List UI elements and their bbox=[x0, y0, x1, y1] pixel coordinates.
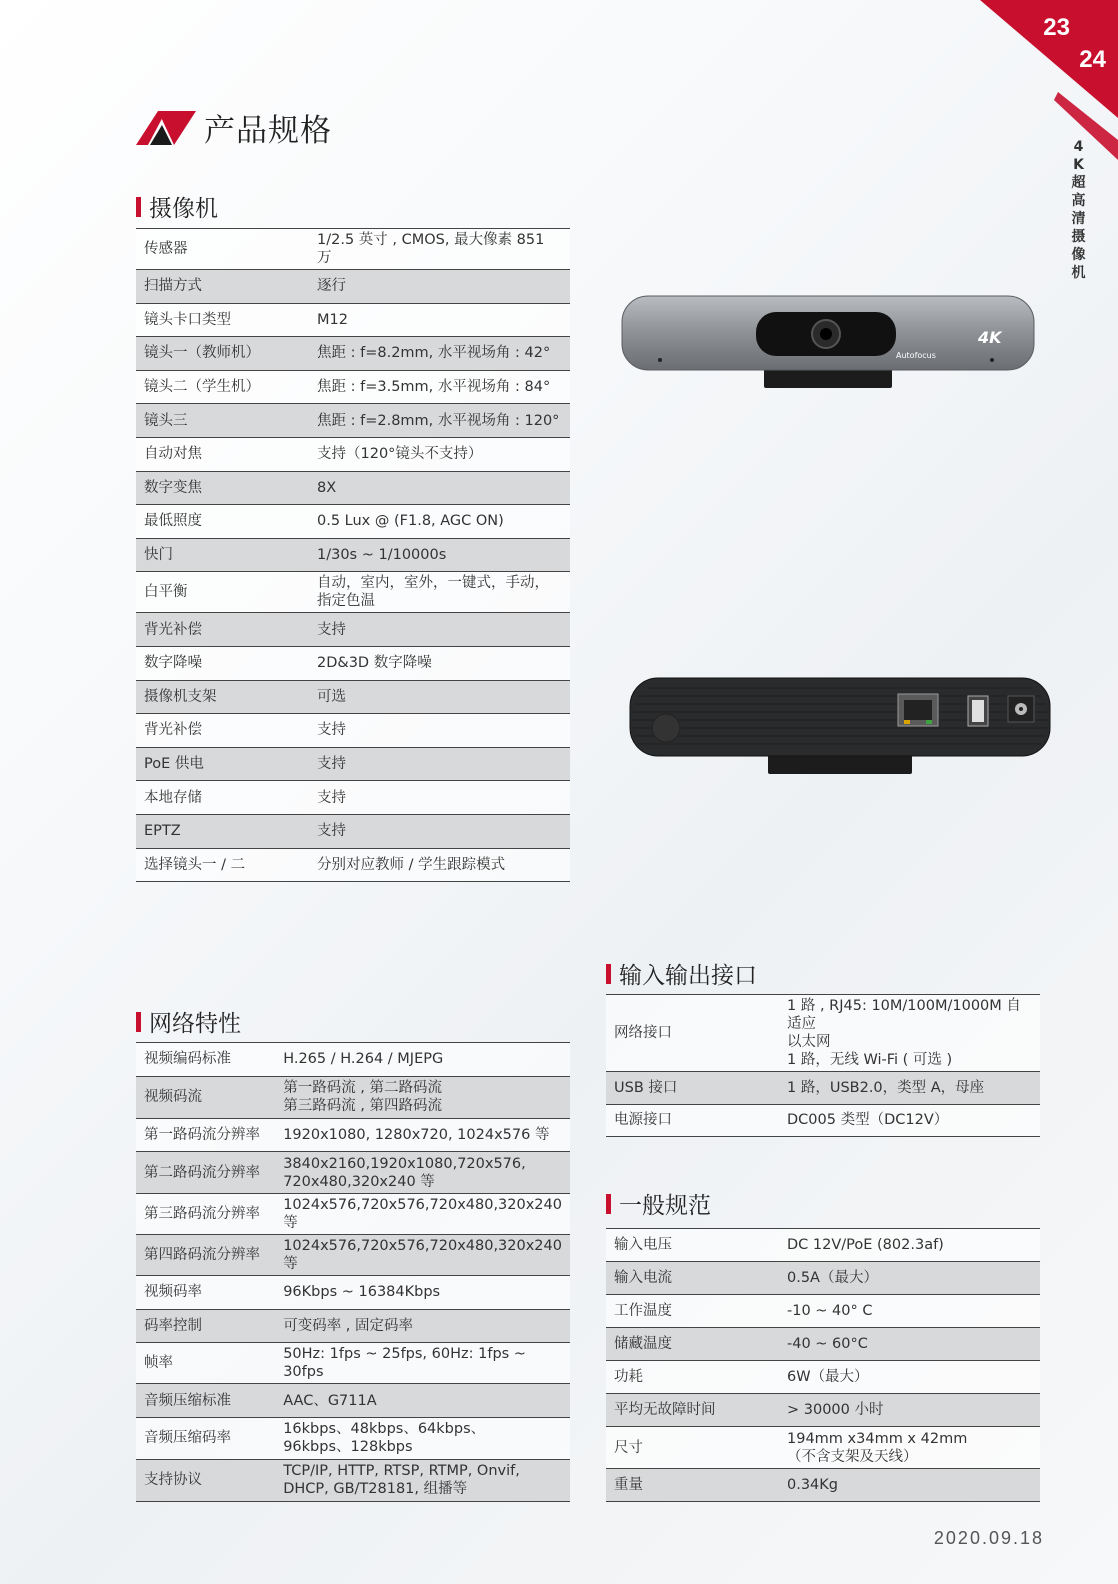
main-title bbox=[136, 105, 332, 150]
spec-value: 8X bbox=[317, 479, 337, 496]
spec-value: DC 12V/PoE (802.3af) bbox=[787, 1237, 944, 1253]
spec-label: PoE 供电 bbox=[144, 756, 204, 773]
table-row bbox=[136, 370, 570, 404]
table-row bbox=[136, 437, 570, 471]
spec-value: 逐行 bbox=[317, 278, 346, 295]
spec-value: 1 路 , RJ45: 10M/100M/1000M 自适应 以太网 1 路，无线 Wi-Fi ( 可选 ) bbox=[787, 998, 1021, 1068]
spec-value: 支持 bbox=[317, 789, 346, 806]
spec-label: 最低照度 bbox=[144, 513, 202, 530]
table-row bbox=[606, 1427, 1040, 1469]
spec-value: 1/2.5 英寸 , CMOS, 最大像素 851 万 bbox=[317, 232, 545, 266]
spec-value: 1920x1080, 1280x720, 1024x576 等 bbox=[283, 1126, 550, 1143]
table-row bbox=[136, 814, 570, 848]
spec-value: 0.5A（最大） bbox=[787, 1270, 878, 1286]
spec-value: 自动，室内，室外，一键式，手动，指定色温 bbox=[317, 575, 549, 610]
spec-value: > 30000 小时 bbox=[787, 1402, 884, 1418]
spec-value: 支持（120°镜头不支持） bbox=[317, 446, 483, 463]
section-marker bbox=[136, 197, 141, 217]
spec-label: 快门 bbox=[144, 547, 173, 564]
table-row bbox=[136, 337, 570, 371]
page-corner bbox=[978, 0, 1118, 160]
io-section-label: 输入输出接口 bbox=[619, 963, 757, 989]
spec-value: 分别对应教师 / 学生跟踪模式 bbox=[317, 856, 506, 873]
table-row bbox=[606, 1469, 1040, 1502]
table-row bbox=[136, 747, 570, 781]
spec-label: 音频压缩码率 bbox=[144, 1430, 231, 1447]
spec-value: 194mm x34mm x 42mm （不含支架及天线） bbox=[787, 1430, 968, 1465]
spec-value: 焦距 : f=3.5mm, 水平视场角 : 84° bbox=[317, 379, 551, 396]
spec-label: 本地存储 bbox=[144, 789, 202, 806]
spec-value: 1024x576,720x576,720x480,320x240 等 bbox=[283, 1197, 562, 1232]
table-row bbox=[136, 1235, 570, 1276]
table-row bbox=[606, 1229, 1040, 1262]
general-section-label: 一般规范 bbox=[619, 1193, 711, 1219]
page-number-left: 23 bbox=[1043, 14, 1070, 41]
spec-value: TCP/IP, HTTP, RTSP, RTMP, Onvif, DHCP, GB/T28181, 组播等 bbox=[283, 1463, 520, 1498]
camera-4k-badge: 4K bbox=[978, 328, 1002, 347]
table-row bbox=[136, 538, 570, 572]
io-section-title bbox=[606, 957, 757, 990]
table-row bbox=[606, 1295, 1040, 1328]
spec-label: 自动对焦 bbox=[144, 446, 202, 463]
spec-label: 镜头一（教师机） bbox=[144, 345, 260, 362]
table-row bbox=[136, 572, 570, 613]
spec-value: 6W（最大） bbox=[787, 1369, 869, 1385]
table-row bbox=[136, 471, 570, 505]
spec-label: 第四路码流分辨率 bbox=[144, 1247, 260, 1264]
spec-label: 镜头二（学生机） bbox=[144, 379, 260, 396]
spec-label: 传感器 bbox=[144, 241, 188, 257]
section-marker bbox=[606, 964, 611, 984]
table-row bbox=[136, 270, 570, 304]
spec-label: 摄像机支架 bbox=[144, 688, 217, 705]
table-row bbox=[136, 613, 570, 647]
table-row bbox=[136, 1118, 570, 1152]
spec-label: 镜头卡口类型 bbox=[144, 311, 231, 328]
spec-label: 尺寸 bbox=[614, 1439, 643, 1456]
table-row bbox=[136, 714, 570, 748]
spec-label: 视频码率 bbox=[144, 1284, 202, 1301]
table-row bbox=[136, 404, 570, 438]
brand-logo-icon bbox=[136, 111, 196, 145]
network-spec-table bbox=[136, 1042, 570, 1502]
spec-value: 16kbps、48kbps、64kbps、 96kbps、128kbps bbox=[283, 1421, 486, 1456]
table-row bbox=[606, 1328, 1040, 1361]
table-row bbox=[136, 1043, 570, 1077]
spec-value: 可选 bbox=[317, 688, 346, 705]
spec-value: 1024x576,720x576,720x480,320x240 等 bbox=[283, 1238, 562, 1273]
spec-label: 储藏温度 bbox=[614, 1336, 672, 1352]
spec-value: 支持 bbox=[317, 756, 346, 773]
spec-label: 重量 bbox=[614, 1477, 643, 1493]
table-row bbox=[136, 1152, 570, 1194]
camera-autofocus-label: Autofocus bbox=[896, 351, 936, 360]
table-row bbox=[136, 646, 570, 680]
spec-label: EPTZ bbox=[144, 823, 181, 840]
spec-value: 支持 bbox=[317, 823, 346, 840]
spec-label: 背光补偿 bbox=[144, 722, 202, 739]
network-section-title bbox=[136, 1005, 241, 1038]
camera-spec-table bbox=[136, 228, 570, 882]
table-row bbox=[606, 995, 1040, 1072]
spec-label: 视频码流 bbox=[144, 1089, 202, 1106]
spec-value: DC005 类型（DC12V） bbox=[787, 1112, 949, 1129]
spec-value: 1 路，USB2.0，类型 A，母座 bbox=[787, 1079, 985, 1096]
spec-value: 支持 bbox=[317, 621, 346, 638]
camera-section-label: 摄像机 bbox=[149, 196, 218, 222]
spec-value: -10 ~ 40° C bbox=[787, 1303, 873, 1319]
table-row bbox=[606, 1394, 1040, 1427]
table-row bbox=[136, 1194, 570, 1235]
spec-label: 功耗 bbox=[614, 1369, 643, 1385]
spec-label: 第二路码流分辨率 bbox=[144, 1164, 260, 1181]
spec-label: 数字降噪 bbox=[144, 655, 202, 672]
spec-value: 2D&3D 数字降噪 bbox=[317, 655, 432, 672]
vertical-product-title: 4K超高清摄像机 bbox=[1071, 139, 1087, 281]
publish-date: 2020.09.18 bbox=[933, 1528, 1044, 1548]
spec-label: 镜头三 bbox=[144, 412, 188, 429]
table-row bbox=[136, 1276, 570, 1310]
spec-value: AAC、G711A bbox=[283, 1392, 377, 1409]
table-row bbox=[136, 781, 570, 815]
table-row bbox=[136, 229, 570, 270]
table-row bbox=[606, 1104, 1040, 1137]
spec-value: 96Kbps ~ 16384Kbps bbox=[283, 1284, 441, 1301]
camera-section-title bbox=[136, 190, 218, 223]
spec-label: 数字变焦 bbox=[144, 479, 202, 496]
spec-label: 背光补偿 bbox=[144, 621, 202, 638]
io-spec-table bbox=[606, 994, 1040, 1137]
spec-label: 扫描方式 bbox=[144, 278, 202, 295]
spec-label: 网络接口 bbox=[614, 1025, 672, 1041]
spec-value: 焦距 : f=8.2mm, 水平视场角 : 42° bbox=[317, 345, 551, 362]
table-row bbox=[136, 680, 570, 714]
spec-value: 0.5 Lux @ (F1.8, AGC ON) bbox=[317, 513, 504, 530]
spec-label: 支持协议 bbox=[144, 1472, 202, 1489]
spec-label: 平均无故障时间 bbox=[614, 1402, 716, 1418]
spec-label: 码率控制 bbox=[144, 1318, 202, 1335]
spec-label: 输入电压 bbox=[614, 1237, 672, 1253]
section-marker bbox=[136, 1012, 141, 1032]
spec-value: 支持 bbox=[317, 722, 346, 739]
table-row bbox=[606, 1262, 1040, 1295]
spec-label: 第三路码流分辨率 bbox=[144, 1206, 260, 1223]
table-row bbox=[136, 1309, 570, 1343]
general-section-title bbox=[606, 1187, 711, 1220]
spec-label: 第一路码流分辨率 bbox=[144, 1126, 260, 1143]
spec-label: 帧率 bbox=[144, 1355, 173, 1372]
table-row bbox=[136, 1384, 570, 1418]
table-row bbox=[136, 1343, 570, 1384]
spec-value: -40 ~ 60°C bbox=[787, 1336, 868, 1352]
spec-value: 焦距 : f=2.8mm, 水平视场角 : 120° bbox=[317, 412, 560, 429]
spec-label: 选择镜头一 / 二 bbox=[144, 856, 246, 873]
spec-value: 0.34Kg bbox=[787, 1477, 838, 1493]
spec-label: 音频压缩标准 bbox=[144, 1392, 231, 1409]
table-row bbox=[606, 1361, 1040, 1394]
page-number-right: 24 bbox=[1079, 46, 1106, 73]
table-row bbox=[136, 848, 570, 882]
section-marker bbox=[606, 1194, 611, 1214]
spec-label: 工作温度 bbox=[614, 1303, 672, 1319]
general-spec-table bbox=[606, 1228, 1040, 1502]
network-section-label: 网络特性 bbox=[149, 1011, 241, 1037]
page-title: 产品规格 bbox=[204, 113, 332, 149]
camera-front-image bbox=[620, 294, 1036, 390]
spec-value: 1/30s ~ 1/10000s bbox=[317, 547, 447, 564]
spec-label: 电源接口 bbox=[614, 1112, 672, 1129]
spec-label: 视频编码标准 bbox=[144, 1051, 231, 1068]
spec-label: USB 接口 bbox=[614, 1079, 678, 1096]
table-row bbox=[136, 505, 570, 539]
spec-value: H.265 / H.264 / MJEPG bbox=[283, 1051, 444, 1068]
camera-back-image bbox=[628, 676, 1052, 776]
spec-label: 输入电流 bbox=[614, 1270, 672, 1286]
table-row bbox=[136, 1459, 570, 1501]
table-row bbox=[136, 1417, 570, 1459]
spec-value: 3840x2160,1920x1080,720x576, 720x480,320x240 等 bbox=[283, 1155, 526, 1190]
spec-value: 可变码率 , 固定码率 bbox=[283, 1318, 414, 1335]
table-row bbox=[606, 1072, 1040, 1105]
spec-value: 50Hz: 1fps ~ 25fps, 60Hz: 1fps ~ 30fps bbox=[283, 1346, 526, 1381]
spec-value: 第一路码流 , 第二路码流 第三路码流 , 第四路码流 bbox=[283, 1080, 443, 1115]
spec-value: M12 bbox=[317, 311, 348, 328]
table-row bbox=[136, 1076, 570, 1118]
spec-label: 白平衡 bbox=[144, 584, 188, 601]
table-row bbox=[136, 303, 570, 337]
